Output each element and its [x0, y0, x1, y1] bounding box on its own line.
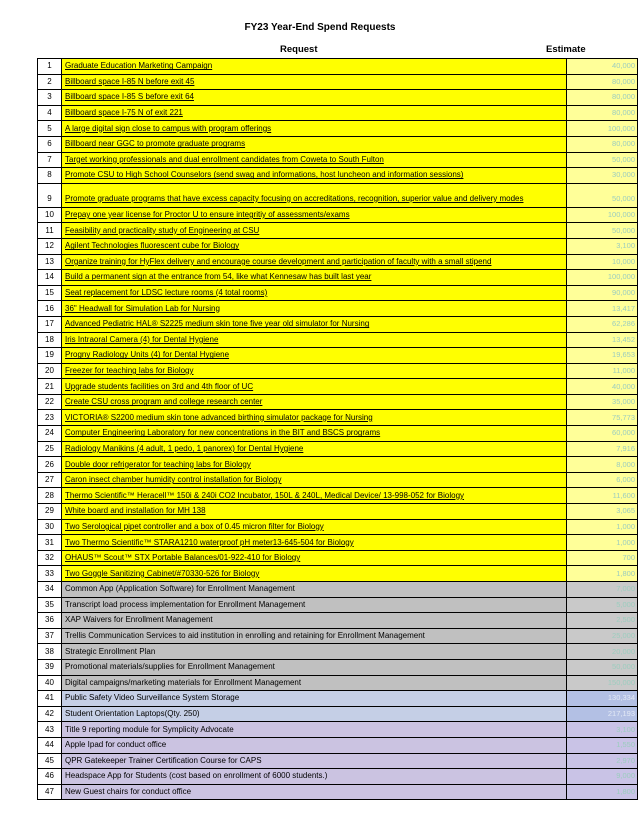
- request-cell: Billboard space I-85 N before exit 45: [62, 74, 567, 90]
- estimate-cell: 13,417: [567, 301, 638, 317]
- table-row: [38, 582, 638, 598]
- row-number: 30: [38, 519, 62, 535]
- request-cell: Agilent Technologies fluorescent cube for Biology: [62, 238, 567, 254]
- row-number: 25: [38, 441, 62, 457]
- row-number: 19: [38, 348, 62, 364]
- estimate-column-header: Estimate: [546, 44, 586, 55]
- request-cell: VICTORIA® S2200 medium skin tone advanced birthing simulator package for Nursing: [62, 410, 567, 426]
- row-number: 6: [38, 136, 62, 152]
- estimate-cell: 20,000: [567, 644, 638, 660]
- request-cell: Common App (Application Software) for Enrollment Management: [62, 582, 567, 598]
- estimate-cell: 25,000: [567, 628, 638, 644]
- request-cell: Graduate Education Marketing Campaign: [62, 59, 567, 75]
- table-row: [38, 722, 638, 738]
- estimate-cell: 100,000: [567, 121, 638, 137]
- row-number: 37: [38, 628, 62, 644]
- table-row: [38, 644, 638, 660]
- request-cell: Two Thermo Scientific™ STARA1210 waterproof pH meter13-645-504 for Biology: [62, 535, 567, 551]
- estimate-cell: 6,000: [567, 472, 638, 488]
- row-number: 26: [38, 457, 62, 473]
- request-cell: Progny Radiology Units (4) for Dental Hygiene: [62, 348, 567, 364]
- request-cell: A large digital sign close to campus with program offerings: [62, 121, 567, 137]
- estimate-cell: 35,000: [567, 394, 638, 410]
- table-row: [38, 488, 638, 504]
- request-column-header: Request: [280, 44, 318, 55]
- table-row: [38, 183, 638, 207]
- table-row: [38, 706, 638, 722]
- request-cell: Billboard near GGC to promote graduate programs: [62, 136, 567, 152]
- row-number: 43: [38, 722, 62, 738]
- table-row: [38, 504, 638, 520]
- row-number: 46: [38, 769, 62, 785]
- row-number: 7: [38, 152, 62, 168]
- request-cell: Organize training for HyFlex delivery and encourage course development and participation of faculty with a small stipend: [62, 254, 567, 270]
- table-row: [38, 363, 638, 379]
- estimate-cell: 90,000: [567, 285, 638, 301]
- table-body: [38, 59, 638, 800]
- request-cell: New Guest chairs for conduct office: [62, 784, 567, 800]
- request-cell: Caron insect chamber humidity control installation for Biology: [62, 472, 567, 488]
- table-row: [38, 223, 638, 239]
- row-number: 21: [38, 379, 62, 395]
- estimate-cell: 150,000: [567, 675, 638, 691]
- estimate-cell: 80,000: [567, 105, 638, 121]
- row-number: 42: [38, 706, 62, 722]
- request-cell: Promotional materials/supplies for Enrollment Management: [62, 659, 567, 675]
- estimate-cell: 40,000: [567, 379, 638, 395]
- row-number: 40: [38, 675, 62, 691]
- estimate-cell: 50,000: [567, 152, 638, 168]
- estimate-cell: 40,000: [567, 59, 638, 75]
- row-number: 24: [38, 426, 62, 442]
- row-number: 18: [38, 332, 62, 348]
- estimate-cell: 80,000: [567, 90, 638, 106]
- table-row: [38, 105, 638, 121]
- request-cell: Seat replacement for LDSC lecture rooms (4 total rooms): [62, 285, 567, 301]
- table-row: [38, 659, 638, 675]
- estimate-cell: 3,100: [567, 722, 638, 738]
- request-cell: Billboard space I-75 N of exit 221: [62, 105, 567, 121]
- request-cell: Freezer for teaching labs for Biology: [62, 363, 567, 379]
- estimate-cell: 100,000: [567, 207, 638, 223]
- row-number: 33: [38, 566, 62, 582]
- row-number: 35: [38, 597, 62, 613]
- row-number: 36: [38, 613, 62, 629]
- table-row: [38, 737, 638, 753]
- spend-requests-table: [37, 58, 638, 800]
- estimate-cell: 217,193: [567, 706, 638, 722]
- request-cell: OHAUS™ Scout™ STX Portable Balances/01-922-410 for Biology: [62, 550, 567, 566]
- table-row: [38, 394, 638, 410]
- row-number: 12: [38, 238, 62, 254]
- table-row: [38, 441, 638, 457]
- table-row: [38, 121, 638, 137]
- estimate-cell: 3,065: [567, 504, 638, 520]
- table-row: [38, 597, 638, 613]
- row-number: 31: [38, 535, 62, 551]
- row-number: 27: [38, 472, 62, 488]
- request-cell: Create CSU cross program and college research center: [62, 394, 567, 410]
- estimate-cell: 62,286: [567, 316, 638, 332]
- request-cell: Prepay one year license for Proctor U to ensure integritiy of assessments/exams: [62, 207, 567, 223]
- row-number: 47: [38, 784, 62, 800]
- row-number: 2: [38, 74, 62, 90]
- estimate-cell: 50,000: [567, 659, 638, 675]
- table-row: [38, 535, 638, 551]
- table-row: [38, 753, 638, 769]
- table-row: [38, 379, 638, 395]
- table-row: [38, 254, 638, 270]
- request-cell: Two Serological pipet controller and a box of 0.45 micron filter for Biology: [62, 519, 567, 535]
- table-row: [38, 675, 638, 691]
- estimate-cell: 10,000: [567, 254, 638, 270]
- row-number: 8: [38, 168, 62, 184]
- table-row: [38, 784, 638, 800]
- table-row: [38, 519, 638, 535]
- row-number: 1: [38, 59, 62, 75]
- request-cell: 36" Headwall for Simulation Lab for Nursing: [62, 301, 567, 317]
- table-row: [38, 285, 638, 301]
- request-cell: Double door refrigerator for teaching labs for Biology: [62, 457, 567, 473]
- table-row: [38, 550, 638, 566]
- table-row: [38, 769, 638, 785]
- row-number: 34: [38, 582, 62, 598]
- request-cell: Student Orientation Laptops(Qty. 250): [62, 706, 567, 722]
- request-cell: Apple Ipad for conduct office: [62, 737, 567, 753]
- request-cell: Build a permanent sign at the entrance from 54, like what Kennesaw has built last year: [62, 270, 567, 286]
- table-row: [38, 270, 638, 286]
- estimate-cell: 1,000: [567, 535, 638, 551]
- request-cell: Upgrade students facilities on 3rd and 4th floor of UC: [62, 379, 567, 395]
- request-cell: Billboard space I-85 S before exit 64: [62, 90, 567, 106]
- request-cell: Advanced Pediatric HAL® S2225 medium skin tone five year old simulator for Nursing: [62, 316, 567, 332]
- estimate-cell: 1,000: [567, 519, 638, 535]
- estimate-cell: 80,000: [567, 74, 638, 90]
- estimate-cell: 75,773: [567, 410, 638, 426]
- row-number: 22: [38, 394, 62, 410]
- request-cell: Target working professionals and dual enrollment candidates from Coweta to South Fulton: [62, 152, 567, 168]
- row-number: 28: [38, 488, 62, 504]
- request-cell: Title 9 reporting module for Symplicity Advocate: [62, 722, 567, 738]
- request-cell: Public Safety Video Surveillance System Storage: [62, 691, 567, 707]
- estimate-cell: 2,970: [567, 753, 638, 769]
- table-row: [38, 152, 638, 168]
- request-cell: Headspace App for Students (cost based on enrollment of 6000 students.): [62, 769, 567, 785]
- table-row: [38, 207, 638, 223]
- row-number: 16: [38, 301, 62, 317]
- table-row: [38, 74, 638, 90]
- table-row: [38, 301, 638, 317]
- request-cell: Transcript load process implementation for Enrollment Management: [62, 597, 567, 613]
- row-number: 44: [38, 737, 62, 753]
- request-cell: Thermo Scientific™ Heracell™ 150i & 240i CO2 Incubator, 150L & 240L, Medical Device/ 13-998-052 for Biology: [62, 488, 567, 504]
- row-number: 5: [38, 121, 62, 137]
- row-number: 10: [38, 207, 62, 223]
- row-number: 13: [38, 254, 62, 270]
- estimate-cell: 19,653: [567, 348, 638, 364]
- row-number: 11: [38, 223, 62, 239]
- request-cell: Promote graduate programs that have excess capacity focusing on accreditations, recognition, superior value and delivery modes: [62, 183, 567, 207]
- estimate-cell: 30,000: [567, 168, 638, 184]
- table-row: [38, 426, 638, 442]
- estimate-cell: 7,916: [567, 441, 638, 457]
- row-number: 39: [38, 659, 62, 675]
- estimate-cell: 130,334: [567, 691, 638, 707]
- table-row: [38, 59, 638, 75]
- table-row: [38, 410, 638, 426]
- row-number: 45: [38, 753, 62, 769]
- row-number: 38: [38, 644, 62, 660]
- row-number: 17: [38, 316, 62, 332]
- table-row: [38, 613, 638, 629]
- request-cell: Iris Intraoral Camera (4) for Dental Hygiene: [62, 332, 567, 348]
- estimate-cell: 5,000: [567, 597, 638, 613]
- page-title: FY23 Year-End Spend Requests: [244, 22, 396, 33]
- estimate-cell: 13,452: [567, 332, 638, 348]
- row-number: 15: [38, 285, 62, 301]
- estimate-cell: 7,000: [567, 582, 638, 598]
- estimate-cell: 1,800: [567, 566, 638, 582]
- table-row: [38, 238, 638, 254]
- request-cell: XAP Waivers for Enrollment Management: [62, 613, 567, 629]
- row-number: 3: [38, 90, 62, 106]
- table-row: [38, 457, 638, 473]
- estimate-cell: 60,000: [567, 426, 638, 442]
- table-row: [38, 628, 638, 644]
- estimate-cell: 100,000: [567, 270, 638, 286]
- estimate-cell: 1,550: [567, 737, 638, 753]
- table-row: [38, 316, 638, 332]
- table-row: [38, 691, 638, 707]
- estimate-cell: 11,000: [567, 363, 638, 379]
- row-number: 14: [38, 270, 62, 286]
- request-cell: Promote CSU to High School Counselors (send swag and informations, host luncheon and information sessions): [62, 168, 567, 184]
- estimate-cell: 9,000: [567, 769, 638, 785]
- row-number: 29: [38, 504, 62, 520]
- estimate-cell: 1,800: [567, 784, 638, 800]
- table-row: [38, 90, 638, 106]
- request-cell: Two Goggle Sanitizing Cabinet/#70330-526 for Biology: [62, 566, 567, 582]
- row-number: 9: [38, 183, 62, 207]
- table-row: [38, 348, 638, 364]
- request-cell: Computer Engineering Laboratory for new concentrations in the BIT and BSCS programs: [62, 426, 567, 442]
- request-cell: Digital campaigns/marketing materials for Enrollment Management: [62, 675, 567, 691]
- estimate-cell: 50,000: [567, 223, 638, 239]
- request-cell: Trellis Communication Services to aid institution in enrolling and retaining for Enrollment Management: [62, 628, 567, 644]
- row-number: 20: [38, 363, 62, 379]
- estimate-cell: 8,000: [567, 457, 638, 473]
- row-number: 4: [38, 105, 62, 121]
- request-cell: QPR Gatekeeper Trainer Certification Course for CAPS: [62, 753, 567, 769]
- request-cell: Strategic Enrollment Plan: [62, 644, 567, 660]
- table-row: [38, 168, 638, 184]
- table-row: [38, 136, 638, 152]
- request-cell: Feasibility and practicality study of Engineering at CSU: [62, 223, 567, 239]
- request-cell: Radiology Manikins (4 adult, 1 pedo, 1 panorex) for Dental Hygiene: [62, 441, 567, 457]
- table-row: [38, 472, 638, 488]
- row-number: 32: [38, 550, 62, 566]
- table-row: [38, 332, 638, 348]
- estimate-cell: 11,600: [567, 488, 638, 504]
- estimate-cell: 700: [567, 550, 638, 566]
- estimate-cell: 3,100: [567, 238, 638, 254]
- row-number: 41: [38, 691, 62, 707]
- request-cell: White board and installation for MH 138: [62, 504, 567, 520]
- row-number: 23: [38, 410, 62, 426]
- table-row: [38, 566, 638, 582]
- estimate-cell: 50,000: [567, 183, 638, 207]
- estimate-cell: 80,000: [567, 136, 638, 152]
- estimate-cell: 2,500: [567, 613, 638, 629]
